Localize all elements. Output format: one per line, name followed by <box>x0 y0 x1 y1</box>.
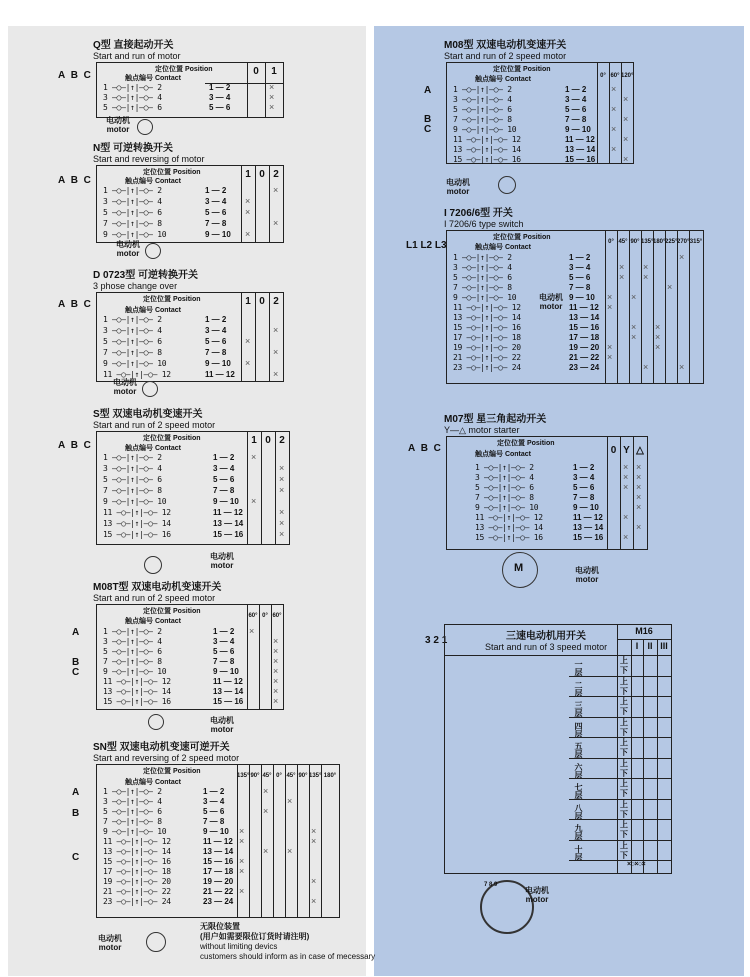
n-diagram: 定位位置 Position 触点编号 Contact 1 0 2 1 —○—|↑|—○— 2 3 —○—|↑|—○— 4 5 —○—|↑|—○— 6 7 —○—|↑|—○— 8 9 —○—|↑|—○— 10 1 — 2 3 — 4 5 — 6 7 — 8 9 — 10 × × × × × <box>96 165 284 243</box>
updown-label: 上 <box>620 840 628 850</box>
contact-pair: 1 — 2 <box>209 83 231 92</box>
updown-label: 上 <box>620 758 628 768</box>
contact-row: 5 —○—|↑|—○— 6 <box>103 103 162 112</box>
updown-label: 下 <box>620 830 628 839</box>
section-subtitle: Start and reversing of 2 speed motor <box>93 753 240 763</box>
i7206-diagram: 定位位置 Position 触点编号 Contact 0° 45° 90° 135° 180° 225° 270° 315° 1 —○—|↑|—○— 2 3 —○—|↑|—○— 4 5 —○—|↑|—○— 6 7 —○—|↑|—○— 8 9 —○—|↑|—○— 10 11 —○—|↑|—○— 12 13 —○—|↑|—○— 14 15 —○—|↑|—○— 16 17 —○—|↑|—○— 18 19 —○—|↑|—○— 20 21 —○—|↑|—○— 22 23 —○—|↑|—○— 24 电动机 motor 1 — 2 3 — 4 5 — 6 7 — 8 9 — 10 11 — 12 13 — 14 15 — 16 17 — 18 19 — 20 21 — 22 23 — 24 × × × × × × × × × × × × × × × × × × <box>446 230 704 384</box>
sn-switch-section <box>93 742 239 763</box>
s-switch-section <box>93 409 215 430</box>
section-title: S型 双速电动机变速开关 <box>93 409 203 420</box>
motor-label: 电动机 motor <box>113 378 137 396</box>
motor-icon <box>148 714 164 730</box>
updown-label: 上 <box>620 779 628 788</box>
m16-diagram: 三速电动机用开关 Start and run of 3 speed motor M16 I II III 一层 上 下 二层 上 下 三层 上 下 四层 上 下 五层 上 下 六层 上 下 七层 上 下 八层 上 下 九层 上 下 十层 上 下 ×○×○× <box>444 624 672 874</box>
level-label: 四层 <box>574 721 583 738</box>
bottom-marks: ×○×○× <box>627 861 646 868</box>
m08-diagram: 定位位置 Position 触点编号 Contact 0° 60° 120° 1 —○—|↑|—○— 2 3 —○—|↑|—○— 4 5 —○—|↑|—○— 6 7 —○—|↑|—○— 8 9 —○—|↑|—○— 10 11 —○—|↑|—○— 12 13 —○—|↑|—○— 14 15 —○—|↑|—○— 16 1 — 2 3 — 4 5 — 6 7 — 8 9 — 10 11 — 12 13 — 14 15 — 16 × × × × × × × × <box>446 62 634 164</box>
section-title: SN型 双速电动机变速可逆开关 <box>93 742 230 753</box>
level-divider <box>569 860 671 861</box>
level-label: 八层 <box>574 803 583 820</box>
updown-label: 下 <box>620 707 628 716</box>
updown-label: 下 <box>620 789 628 798</box>
updown-label: 下 <box>620 809 628 819</box>
sn-diagram: 定位位置 Position 触点编号 Contact 135° 90° 45° 0° 45° 90° 135° 180° 1 —○—|↑|—○— 2 3 —○—|↑|—○— 4 5 —○—|↑|—○— 6 7 —○—|↑|—○— 8 9 —○—|↑|—○— 10 11 —○—|↑|—○— 12 13 —○—|↑|—○— 14 15 —○—|↑|—○— 16 17 —○—|↑|—○— 18 19 —○—|↑|—○— 20 21 —○—|↑|—○— 22 23 —○—|↑|—○— 24 1 — 2 3 — 4 5 — 6 7 — 8 9 — 10 11 — 12 13 — 14 15 — 16 17 — 18 19 — 20 21 — 22 23 — 24 × × × × × × × × × × × × × × <box>96 764 340 918</box>
q-switch-section <box>93 40 181 61</box>
position-head: 1 <box>271 66 277 77</box>
n-switch-section <box>93 143 205 164</box>
level-label: 三层 <box>574 701 583 717</box>
m07-diagram: 定位位置 Position 触点编号 Contact 0 Y △ 1 —○—|↑|—○— 2 3 —○—|↑|—○— 4 5 —○—|↑|—○— 6 7 —○—|↑|—○— 8 9 —○—|↑|—○— 10 11 —○—|↑|—○— 12 13 —○—|↑|—○— 14 15 —○—|↑|—○— 16 1 — 2 3 — 4 5 — 6 7 — 8 9 — 10 11 — 12 13 — 14 15 — 16 × × × × × × × × × × × <box>446 436 648 550</box>
catalog-page: Q型 直接起动开关 Start and run of motor A B C 定位位置 Position 触点编号 Contact 0 1 1 —○—|↑|—○— 2 3 —○—|↑|—○— 4 5 —○—|↑|—○— 6 1 — 2 3 — 4 5 — 6 × × × 电动机 motor N型 可逆转换开关 Start and reversing of motor A B C 定位位置 Position 触点编号 Contact 1 0 2 1 —○—|↑|—○— 2 3 —○—|↑|—○— 4 5 —○—|↑|—○— 6 7 —○—|↑|—○— 8 9 —○—|↑|—○— 10 1 — 2 3 — 4 5 — 6 7 — 8 9 — 10 × × × × × 电动机 motor D 0723型 可逆转换开关 3 phose change over A B C 定位位置 Position 触点编号 Contact 1 0 2 1 —○—|↑|—○— 2 3 —○—|↑|—○— 4 5 —○—|↑|—○— 6 7 —○—|↑|—○— 8 9 —○—|↑|—○— 10 11 —○—|↑|—○— 12 1 — 2 3 — 4 5 — 6 7 — 8 9 — 10 11 — 12 × × × × × 电动机 motor S型 双速电动机变速开关 Start and run of 2 speed motor A B C 定位位置 Position 触点编号 Contact 1 0 2 1 —○—|↑|—○— 2 3 —○—|↑|—○— 4 5 —○—|↑|—○— 6 7 —○—|↑|—○— 8 9 —○—|↑|—○— 10 11 —○—|↑|—○— 12 13 —○—|↑|—○— 14 15 —○—|↑|—○— 16 1 — 2 3 — 4 5 — 6 7 — 8 9 — 10 11 — 12 13 — 14 15 — 16 × × × × × × × × 电动机 motor M08T型 双速电动机变速开关 Start and run of 2 speed motor A B C 定位位置 Position 触点编号 Contact 60° 0° 60° 1 —○—|↑|—○— 2 3 —○—|↑|—○— 4 5 —○—|↑|—○— 6 7 —○—|↑|—○— 8 9 —○—|↑|—○— 10 11 —○—|↑|—○— 12 13 —○—|↑|—○— 14 15 —○—|↑|—○— 16 1 — 2 3 — 4 5 — 6 7 — 8 9 — 10 11 — 12 13 — 14 15 — 16 × × × × × × × × 电动机 motor SN型 双速电动机变速可逆开关 Start and reversing of 2 speed motor A B C 定位位置 Position 触点编号 Contact 135° 90° 45° 0° 45° 90° 135° 180° 1 —○—|↑|—○— 2 3 —○—|↑|—○— 4 5 —○—|↑|—○— 6 7 —○—|↑|—○— 8 9 —○—|↑|—○— 10 11 —○—|↑|—○— 12 13 —○—|↑|—○— 14 15 —○—|↑|—○— 16 17 —○—|↑|—○— 18 19 —○—|↑|—○— 20 21 —○—|↑|—○— 22 23 —○—|↑|—○— 24 1 — 2 3 — 4 5 — 6 7 — 8 9 — 10 11 — 12 13 — 14 15 — 16 17 — 18 19 — 20 21 — 22 23 — 24 × × × × × × × × × × × × × × 电动机 motor 无限位装置 (用户如需要限位订货时请注明) without limiting devics customers should inform as in case of mecessary M08型 双速电动机变速开关 Start and run of 2 speed motor A B C 定位位置 Position 触点编号 Contact 0° 60° 120° 1 —○—|↑|—○— 2 3 —○—|↑|—○— 4 5 —○—|↑|—○— 6 7 —○—|↑|—○— 8 9 —○—|↑|—○— 10 11 —○—|↑|—○— 12 13 —○—|↑|—○— 14 15 —○—|↑|—○— 16 1 — 2 3 — 4 5 — 6 7 — 8 9 — 10 11 — 12 13 — 14 15 — 16 × × × × × × × × 电动机 motor I 7206/6型 开关 I 7206/6 type switch L1 L2 L3 定位位置 Position 触点编号 Contact 0° 45° 90° 135° 180° 225° 270° 315° 1 —○—|↑|—○— 2 3 —○—|↑|—○— 4 5 —○—|↑|—○— 6 7 —○—|↑|—○— 8 9 —○—|↑|—○— 10 11 —○—|↑|—○— 12 13 —○—|↑|—○— 14 15 —○—|↑|—○— 16 17 —○—|↑|—○— 18 19 —○—|↑|—○— 20 21 —○—|↑|—○— 22 23 —○—|↑|—○— 24 电动机 motor 1 — 2 3 — 4 5 — 6 7 — 8 9 — 10 11 — 12 13 — 14 15 — 16 17 — 18 19 — 20 21 — 22 23 — 24 × × × × × × × × × × × × × × × × × × M07型 星三角起动开关 Y—△ motor starter A B C 定位位置 Position 触点编号 Contact 0 Y △ 1 —○—|↑|—○— 2 3 —○—|↑|—○— 4 5 —○—|↑|—○— 6 7 —○—|↑|—○— 8 9 —○—|↑|—○— 10 11 —○—|↑|—○— 12 13 —○—|↑|—○— 14 15 —○—|↑|—○— 16 1 — 2 3 — 4 5 — 6 7 — 8 9 — 10 11 — 12 13 — 14 15 — 16 × × × × × × × × × × × M 电动机 motor 3 2 1 三速电动机用开关 Start and run of 3 speed motor M16 I II III 一层 上 下 二层 上 下 三层 上 下 四层 上 下 五层 上 下 六层 上 下 七层 上 下 八层 上 下 九层 上 下 十层 上 下 ×○×○× 7 8 9 电动机 motor <box>0 0 750 977</box>
motor-icon <box>144 556 162 574</box>
level-label: 二层 <box>574 680 583 697</box>
contact-row: 3 —○—|↑|—○— 4 <box>103 93 162 102</box>
motor-label: 电动机 motor <box>98 934 122 952</box>
input-labels: A B C <box>58 175 91 186</box>
i7206-switch-section <box>444 208 524 229</box>
motor-icon <box>502 552 538 588</box>
updown-label: 上 <box>620 820 628 829</box>
m08t-switch-section <box>93 582 221 603</box>
motor-icon <box>146 932 166 952</box>
motor-label: 电动机 motor <box>575 566 599 584</box>
updown-label: 下 <box>620 768 628 778</box>
section-subtitle: 3 phose change over <box>93 281 178 291</box>
contact-pair: 5 — 6 <box>209 103 231 112</box>
section-title: M07型 星三角起动开关 <box>444 414 547 425</box>
s-diagram: 定位位置 Position 触点编号 Contact 1 0 2 1 —○—|↑|—○— 2 3 —○—|↑|—○— 4 5 —○—|↑|—○— 6 7 —○—|↑|—○— 8 9 —○—|↑|—○— 10 11 —○—|↑|—○— 12 13 —○—|↑|—○— 14 15 —○—|↑|—○— 16 1 — 2 3 — 4 5 — 6 7 — 8 9 — 10 11 — 12 13 — 14 15 — 16 × × × × × × × × <box>96 431 290 545</box>
section-title: I 7206/6型 开关 <box>444 208 513 219</box>
motor-icon <box>142 381 158 397</box>
input-labels: A B C <box>408 443 441 454</box>
input-labels: A B C <box>58 440 91 451</box>
contact-label: 触点编号 Contact <box>125 75 181 82</box>
d0723-diagram: 定位位置 Position 触点编号 Contact 1 0 2 1 —○—|↑|—○— 2 3 —○—|↑|—○— 4 5 —○—|↑|—○— 6 7 —○—|↑|—○— 8 9 —○—|↑|—○— 10 11 —○—|↑|—○— 12 1 — 2 3 — 4 5 — 6 7 — 8 9 — 10 11 — 12 × × × × × <box>96 292 284 382</box>
q-diagram <box>96 62 284 118</box>
motor-icon <box>145 243 161 259</box>
updown-label: 下 <box>620 666 628 675</box>
motor-label: 电动机 motor <box>539 293 563 311</box>
updown-label: 上 <box>620 717 628 727</box>
updown-label: 上 <box>620 799 628 809</box>
updown-label: 下 <box>620 727 628 737</box>
section-title: Q型 直接起动开关 <box>93 40 174 51</box>
m07-switch-section <box>444 414 546 435</box>
limit-note: 无限位装置 (用户如需要限位订货时请注明) without limiting devics customers should inform as in case of mecessary <box>200 922 376 961</box>
model-label: M16 <box>635 626 653 636</box>
section-subtitle: Start and run of 3 speed motor <box>485 642 608 652</box>
updown-label: 上 <box>620 656 628 665</box>
position-head: 0 <box>253 66 259 77</box>
section-subtitle: Y—△ motor starter <box>444 425 520 435</box>
x-mark: × <box>269 92 275 102</box>
updown-label: 下 <box>620 850 628 860</box>
input-c: C <box>83 70 91 81</box>
motor-label: 电动机 motor <box>446 178 470 196</box>
motor-label: 电动机 motor <box>106 116 130 134</box>
motor-label: 电动机 motor <box>116 240 140 258</box>
updown-label: 上 <box>620 676 628 686</box>
level-label: 十层 <box>574 844 583 861</box>
motor-label: 电动机 motor <box>210 716 234 734</box>
x-mark: × <box>269 82 275 92</box>
m16-heading <box>485 631 607 652</box>
updown-label: 下 <box>620 686 628 696</box>
motor-letter: M <box>514 562 524 574</box>
d0723-switch-section <box>93 270 198 291</box>
section-subtitle: Start and run of motor <box>93 51 181 61</box>
section-subtitle: Start and reversing of motor <box>93 154 205 164</box>
input-b: B <box>70 70 79 81</box>
m08t-diagram: 定位位置 Position 触点编号 Contact 60° 0° 60° 1 —○—|↑|—○— 2 3 —○—|↑|—○— 4 5 —○—|↑|—○— 6 7 —○—|↑|—○— 8 9 —○—|↑|—○— 10 11 —○—|↑|—○— 12 13 —○—|↑|—○— 14 15 —○—|↑|—○— 16 1 — 2 3 — 4 5 — 6 7 — 8 9 — 10 11 — 12 13 — 14 15 — 16 × × × × × × × × <box>96 604 284 710</box>
level-label: 一层 <box>574 660 583 676</box>
motor-label: 电动机 motor <box>210 552 234 570</box>
updown-label: 上 <box>620 738 628 747</box>
section-title: D 0723型 可逆转换开关 <box>93 270 199 281</box>
level-label: 六层 <box>574 762 583 779</box>
m08-switch-section <box>444 40 566 61</box>
updown-label: 上 <box>620 697 628 706</box>
position-label: 定位位置 Position <box>155 66 213 73</box>
section-subtitle: I 7206/6 type switch <box>444 219 524 229</box>
section-title: N型 可逆转换开关 <box>93 143 173 154</box>
level-label: 九层 <box>574 824 583 840</box>
input-a: A <box>58 70 66 81</box>
section-title: M08T型 双速电动机变速开关 <box>93 582 222 593</box>
motor-label: 电动机 motor <box>525 886 549 904</box>
motor-icon <box>498 176 516 194</box>
motor-terminals: 7 8 9 <box>484 882 498 888</box>
level-label: 五层 <box>574 742 583 758</box>
contact-pair: 3 — 4 <box>209 93 231 102</box>
section-subtitle: Start and run of 2 speed motor <box>93 593 216 603</box>
contact-row: 1 —○—|↑|—○— 2 <box>103 83 162 92</box>
motor-icon <box>137 119 153 135</box>
input-labels: 3 2 1 <box>425 635 448 646</box>
section-title: 三速电动机用开关 <box>506 631 587 642</box>
input-labels <box>58 70 91 81</box>
level-label: 七层 <box>574 783 583 799</box>
input-labels: L1 L2 L3 <box>406 240 447 251</box>
input-labels: A B C <box>58 299 91 310</box>
section-subtitle: Start and run of 2 speed motor <box>93 420 216 430</box>
section-subtitle: Start and run of 2 speed motor <box>444 51 567 61</box>
x-mark: × <box>269 102 275 112</box>
section-title: M08型 双速电动机变速开关 <box>444 40 567 51</box>
updown-label: 下 <box>620 748 628 757</box>
